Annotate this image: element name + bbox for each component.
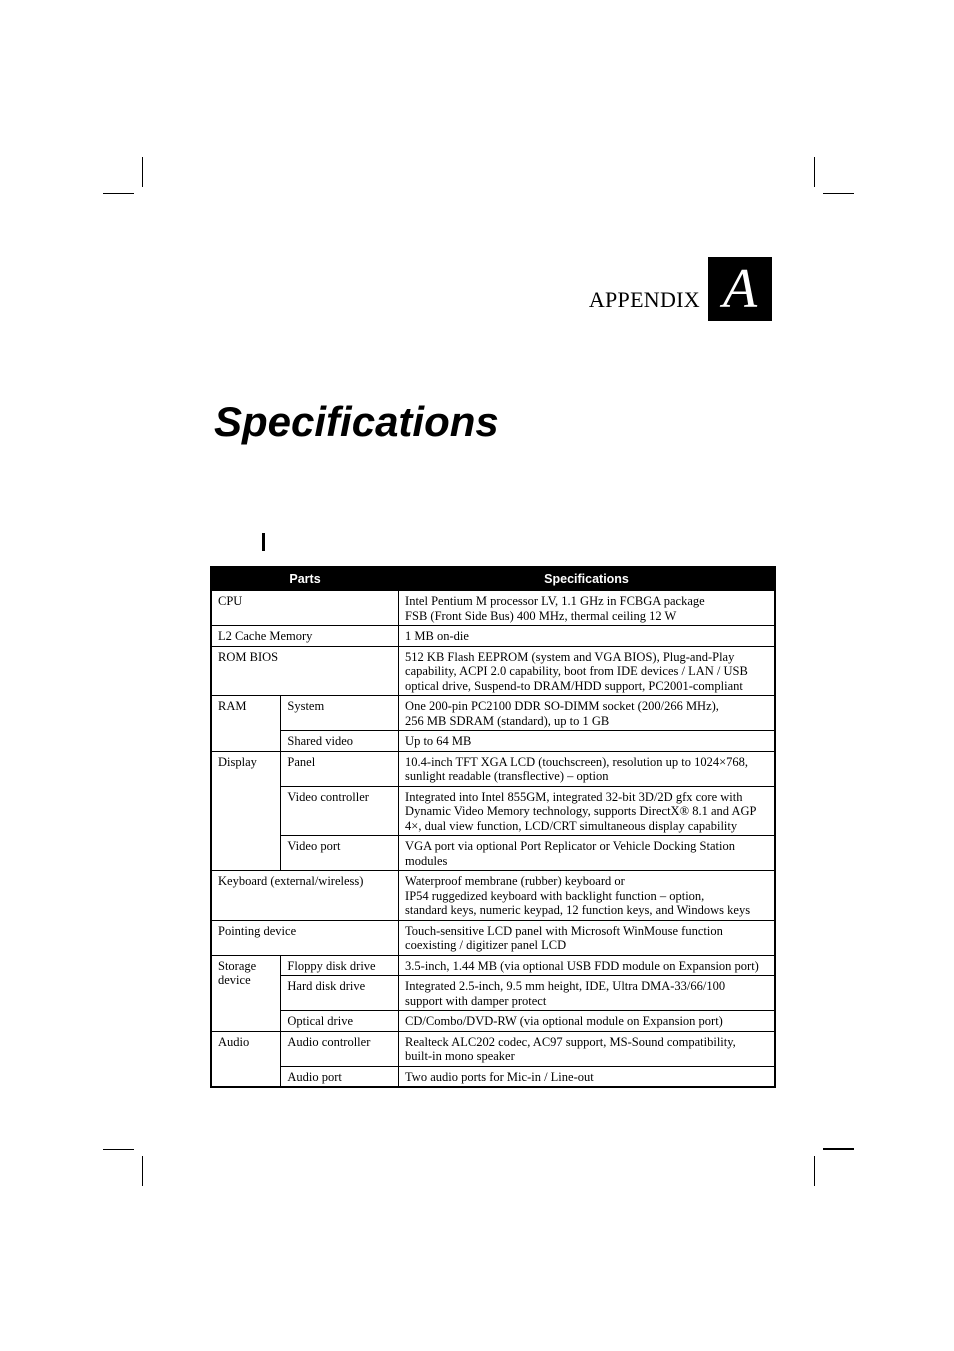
spec-cell: Two audio ports for Mic-in / Line-out xyxy=(399,1066,775,1087)
header-specifications: Specifications xyxy=(399,567,775,591)
subpart-cell: Hard disk drive xyxy=(281,976,399,1011)
spec-cell: 3.5-inch, 1.44 MB (via optional USB FDD module on Expansion port) xyxy=(399,955,775,976)
part-cell: Storage device xyxy=(211,955,281,1031)
part-cell: Audio xyxy=(211,1031,281,1087)
part-cell: CPU xyxy=(211,591,399,626)
spec-cell: One 200-pin PC2100 DDR SO-DIMM socket (200/266 MHz), 256 MB SDRAM (standard), up to 1 GB xyxy=(399,696,775,731)
table-row-audio-controller xyxy=(211,1031,775,1066)
table-row-storage-hdd xyxy=(211,976,775,1011)
spec-cell: Integrated 2.5-inch, 9.5 mm height, IDE, Ultra DMA-33/66/100 support with damper protect xyxy=(399,976,775,1011)
crop-mark-bottom-left-horizontal xyxy=(103,1149,134,1150)
crop-mark-top-right-vertical xyxy=(814,157,815,187)
table-row-display-panel xyxy=(211,751,775,786)
table-row-l2-cache xyxy=(211,626,775,647)
spec-cell: Realteck ALC202 codec, AC97 support, MS-Sound compatibility, built-in mono speaker xyxy=(399,1031,775,1066)
appendix-label: APPENDIX xyxy=(588,287,700,312)
table-row-cpu xyxy=(211,591,775,626)
table-row-pointing-device xyxy=(211,920,775,955)
crop-mark-top-left-vertical xyxy=(142,157,143,187)
spec-cell: 512 KB Flash EEPROM (system and VGA BIOS), Plug-and-Play capability, ACPI 2.0 capability, boot from IDE devices / LAN / USB optical drive, Suspend-to DRAM/HDD support, PC2001-compliant xyxy=(399,646,775,696)
crop-mark-bottom-right-vertical xyxy=(814,1156,815,1186)
subpart-cell: Floppy disk drive xyxy=(281,955,399,976)
table-row-storage-optical xyxy=(211,1011,775,1032)
table-header-row xyxy=(211,567,775,591)
crop-mark-top-right-horizontal xyxy=(823,193,854,194)
subpart-cell: Shared video xyxy=(281,731,399,752)
table-row-rom-bios xyxy=(211,646,775,696)
table-row-display-video-controller xyxy=(211,786,775,836)
crop-mark-bottom-left-vertical xyxy=(142,1156,143,1186)
subpart-cell: Panel xyxy=(281,751,399,786)
header-parts: Parts xyxy=(211,567,399,591)
specifications-table xyxy=(210,566,776,1088)
subpart-cell: Video port xyxy=(281,836,399,871)
subpart-cell: Audio controller xyxy=(281,1031,399,1066)
table-row-ram-system xyxy=(211,696,775,731)
spec-cell: CD/Combo/DVD-RW (via optional module on Expansion port) xyxy=(399,1011,775,1032)
appendix-heading xyxy=(520,257,772,321)
page-title: Specifications xyxy=(214,398,499,445)
crop-mark-bottom-right-horizontal xyxy=(823,1148,854,1150)
spec-cell: Up to 64 MB xyxy=(399,731,775,752)
table-row-audio-port xyxy=(211,1066,775,1087)
part-cell: ROM BIOS xyxy=(211,646,399,696)
subpart-cell: Optical drive xyxy=(281,1011,399,1032)
part-cell: RAM xyxy=(211,696,281,752)
table-row-display-video-port xyxy=(211,836,775,871)
subpart-cell: Audio port xyxy=(281,1066,399,1087)
spec-cell: 10.4-inch TFT XGA LCD (touchscreen), resolution up to 1024×768, sunlight readable (transflective) – option xyxy=(399,751,775,786)
change-bar xyxy=(262,533,265,551)
spec-cell: VGA port via optional Port Replicator or Vehicle Docking Station modules xyxy=(399,836,775,871)
table-row-keyboard xyxy=(211,871,775,921)
subpart-cell: Video controller xyxy=(281,786,399,836)
appendix-letter-box: A xyxy=(708,257,772,321)
crop-mark-top-left-horizontal xyxy=(103,193,134,194)
subpart-cell: System xyxy=(281,696,399,731)
part-cell: Keyboard (external/wireless) xyxy=(211,871,399,921)
spec-cell: Intel Pentium M processor LV, 1.1 GHz in FCBGA package FSB (Front Side Bus) 400 MHz, thermal ceiling 12 W xyxy=(399,591,775,626)
spec-cell: 1 MB on-die xyxy=(399,626,775,647)
part-cell: Display xyxy=(211,751,281,871)
table-row-storage-floppy xyxy=(211,955,775,976)
table-row-ram-shared-video xyxy=(211,731,775,752)
part-cell: Pointing device xyxy=(211,920,399,955)
spec-cell: Waterproof membrane (rubber) keyboard or IP54 ruggedized keyboard with backlight function – option, standard keys, numeric keypad, 12 function keys, and Windows keys xyxy=(399,871,775,921)
part-cell: L2 Cache Memory xyxy=(211,626,399,647)
spec-cell: Touch-sensitive LCD panel with Microsoft WinMouse function coexisting / digitizer panel LCD xyxy=(399,920,775,955)
spec-cell: Integrated into Intel 855GM, integrated 32-bit 3D/2D gfx core with Dynamic Video Memory technology, supports DirectX® 8.1 and AGP 4×, dual view function, LCD/CRT simultaneous display capability xyxy=(399,786,775,836)
